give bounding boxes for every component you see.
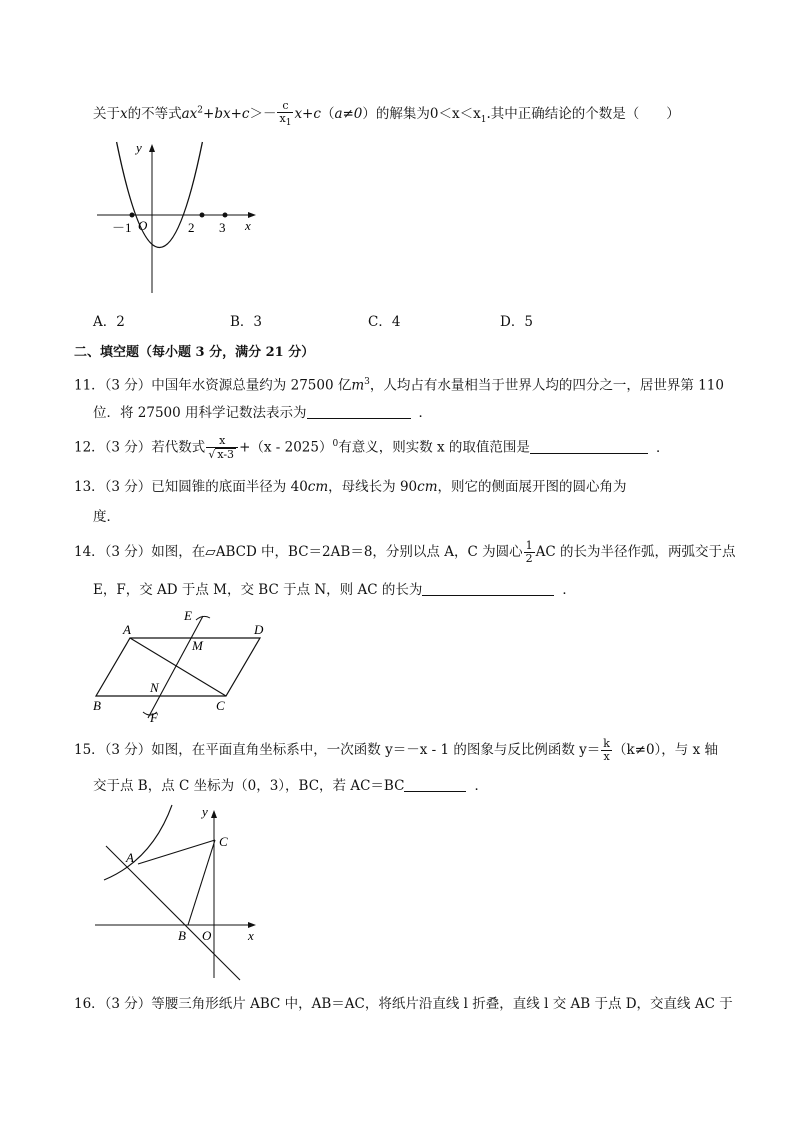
svg-text:y: y: [136, 140, 142, 155]
q14-line2: E，F，交 AD 于点 M，交 BC 于点 N，则 AC 的长为 ．: [93, 582, 576, 598]
svg-text:B: B: [93, 698, 101, 713]
option-d: D．5: [500, 314, 533, 330]
svg-text:A: A: [123, 622, 131, 637]
svg-text:N: N: [150, 680, 159, 695]
q10-parabola-graph: [92, 138, 272, 298]
svg-text:B: B: [178, 928, 186, 943]
option-b: B．3: [230, 314, 263, 330]
q13-line1: 13．（3 分）已知圆锥的底面半径为 40cm，母线长为 90cm，则它的侧面展开图的圆心角为: [74, 479, 627, 495]
svg-text:2: 2: [188, 220, 195, 235]
svg-text:x: x: [245, 218, 251, 233]
q11-line2: 位．将 27500 用科学记数法表示为 ．: [93, 405, 433, 421]
svg-text:E: E: [184, 608, 192, 623]
q13-line2: 度．: [93, 509, 120, 525]
svg-text:y: y: [202, 804, 208, 819]
q12-line: 12．（3 分）若代数式 $\frac{x}{√ x-3}$ +（x - 2025）$^0$有意义，则实数 x 的取值范围是 ．: [74, 434, 670, 461]
option-c: C．4: [368, 314, 401, 330]
svg-text:O: O: [138, 218, 148, 233]
q10-statement: 关于x的不等式$ax^2+bx+c>-$ $\frac{c}{x_1}$ x+c（a≠0）的解集为$0<x<x_1$.其中正确结论的个数是（ ）: [93, 99, 680, 129]
q14-line1: 14．（3 分）如图，在▱ABCD 中，BC＝2AB＝8，分别以点 A，C 为圆心 $\frac{1}{2}$ AC 的长为半径作弧，两弧交于点: [74, 539, 736, 565]
q11-answer-blank: [307, 404, 411, 419]
q12-fraction: $\frac{x}{√ x-3}$: [206, 435, 238, 461]
q10-fraction: $\frac{c}{x_1}$: [279, 99, 292, 129]
q14-parallelogram-figure: [88, 606, 278, 724]
q14-fraction: $\frac{1}{2}$: [525, 539, 533, 565]
svg-text:C: C: [219, 834, 228, 849]
svg-text:D: D: [254, 622, 264, 637]
q15-answer-blank: [404, 777, 466, 792]
option-a: A．2: [93, 314, 125, 330]
q12-answer-blank: [530, 439, 648, 454]
q15-line1: 15．（3 分）如图，在平面直角坐标系中，一次函数 y＝－x - 1 的图象与反比例函数 y＝ $\frac{k}{x}$ （k≠0），与 x 轴: [74, 737, 718, 763]
svg-text:F: F: [150, 710, 158, 724]
q14-answer-blank: [422, 581, 554, 596]
q11-line1: 11．（3 分）中国年水资源总量约为 27500 亿$m^3$，人均占有水量相当于世界人均的四分之一，居世界第 110: [74, 377, 724, 394]
svg-text:3: 3: [219, 220, 226, 235]
q15-coordinate-figure: [92, 800, 267, 985]
svg-text:M: M: [192, 638, 203, 653]
svg-text:C: C: [216, 698, 225, 713]
svg-text:－1: －1: [112, 220, 132, 235]
q15-line2: 交于点 B，点 C 坐标为（0，3），BC，若 AC＝BC ．: [93, 778, 488, 794]
q15-fraction: $\frac{k}{x}$: [603, 737, 610, 763]
q16-line1: 16．（3 分）等腰三角形纸片 ABC 中，AB＝AC，将纸片沿直线 l 折叠，直线 l 交 AB 于点 D，交直线 AC 于: [74, 996, 733, 1012]
svg-text:A: A: [126, 850, 134, 865]
svg-text:O: O: [202, 928, 212, 943]
section-heading: 二、填空题（每小题 3 分，满分 21 分）: [74, 345, 315, 360]
svg-text:x: x: [248, 928, 254, 943]
